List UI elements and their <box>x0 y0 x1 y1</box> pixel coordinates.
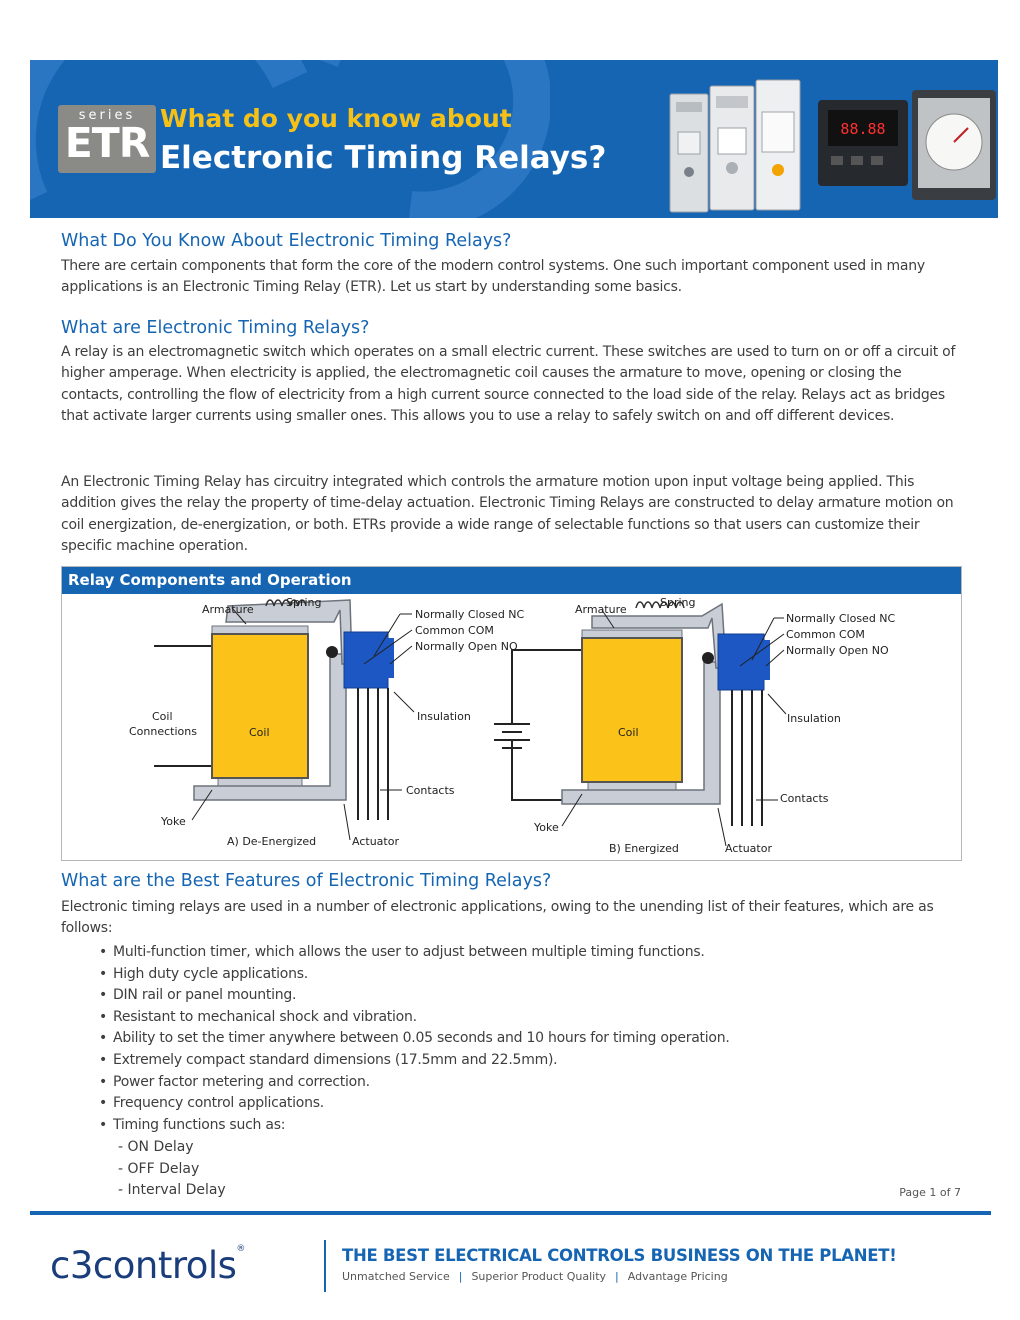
what-heading: What are Electronic Timing Relays? <box>61 318 370 338</box>
svg-text:88.88: 88.88 <box>840 120 886 138</box>
banner-title-line1: What do you know about <box>160 104 512 133</box>
intro-heading: What Do You Know About Electronic Timing Relays? <box>61 231 512 251</box>
footer-divider <box>30 1211 991 1215</box>
bullet-icon: • <box>99 1095 108 1112</box>
footer-vertical-divider <box>324 1240 326 1292</box>
footer-subtagline: Unmatched Service | Superior Product Quality | Advantage Pricing <box>342 1270 728 1283</box>
label-coil-a: Coil <box>249 726 270 739</box>
list-item: • Multi-function timer, which allows the user to adjust between multiple timing functions. <box>95 942 730 964</box>
bullet-icon: • <box>99 1116 108 1133</box>
list-item: • Extremely compact standard dimensions (17.5mm and 22.5mm). <box>95 1050 730 1072</box>
features-list <box>95 942 730 1136</box>
list-item: • Timing functions such as: <box>95 1115 730 1137</box>
list-item: • DIN rail or panel mounting. <box>95 985 730 1007</box>
what-paragraph-2: An Electronic Timing Relay has circuitry integrated which controls the armature motion upon input voltage being applied. This addition gives the relay the property of time-delay actuation. Electronic Timing Relays are constructed to delay armature motion on coil energization, de-energization, or both. ETRs provide a wide range of selectable functions so that users can customize their specific machine operation. <box>61 474 954 555</box>
diagram-b-energized <box>494 596 896 855</box>
page-number: Page 1 of 7 <box>899 1186 961 1199</box>
list-item: - OFF Delay <box>118 1160 200 1177</box>
badge-series-text: series <box>78 108 136 123</box>
label-nc-b: Normally Closed NC <box>786 612 896 625</box>
header-banner <box>30 60 998 218</box>
label-spring-a: Spring <box>286 596 322 609</box>
list-item: • Resistant to mechanical shock and vibration. <box>95 1007 730 1029</box>
label-com-a: Common COM <box>415 624 494 637</box>
relay-diagram <box>62 594 961 860</box>
footer-tagline: THE BEST ELECTRICAL CONTROLS BUSINESS ON THE PLANET! <box>342 1246 897 1265</box>
list-item: • Frequency control applications. <box>95 1093 730 1115</box>
label-caption-b: B) Energized <box>609 842 679 855</box>
list-item: • Ability to set the timer anywhere between 0.05 seconds and 10 hours for timing operation. <box>95 1028 730 1050</box>
label-com-b: Common COM <box>786 628 865 641</box>
bullet-icon: • <box>99 1008 108 1025</box>
banner-title-line2: Electronic Timing Relays? <box>160 140 607 176</box>
list-item: - Interval Delay <box>118 1182 226 1199</box>
label-no-a: Normally Open NO <box>415 640 518 653</box>
label-insulation-b: Insulation <box>787 712 841 725</box>
bullet-icon: • <box>99 1051 108 1068</box>
figure-title: Relay Components and Operation <box>62 567 961 594</box>
registered-mark: ® <box>236 1244 245 1254</box>
timing-functions-list <box>118 1137 226 1202</box>
label-contacts-a: Contacts <box>406 784 455 797</box>
intro-paragraph: There are certain components that form the core of the modern control systems. One such important component used in many applications is an Electronic Timing Relay (ETR). Let us start by understanding some basics. <box>61 258 925 296</box>
label-yoke-a: Yoke <box>161 815 186 828</box>
bullet-icon: • <box>99 1073 108 1090</box>
what-paragraph-1: A relay is an electromagnetic switch which operates on a small electric current. These switches are used to turn on or off a circuit of higher amperage. When electricity is applied, the electromagnetic coil causes the armature to move, opening or closing the contacts, controlling the flow of electricity from a high current source connected to the load side of the relay. Relays act as bridges that activate larger currents using smaller ones. This allows you to use a relay to safely switch on and off different devices. <box>61 344 956 425</box>
features-heading: What are the Best Features of Electronic Timing Relays? <box>61 871 552 891</box>
list-item: - ON Delay <box>118 1139 194 1155</box>
bullet-icon: • <box>99 987 108 1004</box>
relay-products-image <box>668 72 998 218</box>
c3controls-logo <box>50 1244 245 1287</box>
label-spring-b: Spring <box>660 596 696 609</box>
label-coil-connections-1: Coil <box>152 710 173 723</box>
bullet-icon: • <box>99 1030 108 1047</box>
etr-series-badge <box>58 105 156 173</box>
label-insulation-a: Insulation <box>417 710 471 723</box>
list-item: • High duty cycle applications. <box>95 964 730 986</box>
logo-text: c3controls <box>50 1244 237 1287</box>
label-contacts-b: Contacts <box>780 792 829 805</box>
bullet-icon: • <box>99 965 108 982</box>
label-armature-a: Armature <box>202 603 254 616</box>
list-item: • Power factor metering and correction. <box>95 1072 730 1094</box>
label-nc-a: Normally Closed NC <box>415 608 525 621</box>
label-actuator-b: Actuator <box>725 842 772 855</box>
features-paragraph: Electronic timing relays are used in a number of electronic applications, owing to the unending list of their features, which are as follows: <box>61 899 934 937</box>
label-armature-b: Armature <box>575 603 627 616</box>
label-coil-connections-2: Connections <box>129 725 197 738</box>
relay-diagram-figure <box>61 566 962 861</box>
label-actuator-a: Actuator <box>352 835 399 848</box>
label-yoke-b: Yoke <box>534 821 559 834</box>
label-no-b: Normally Open NO <box>786 644 889 657</box>
badge-etr-text: ETR <box>64 119 150 167</box>
label-caption-a: A) De-Energized <box>227 835 317 848</box>
diagram-a-de-energized <box>129 596 525 848</box>
label-coil-b: Coil <box>618 726 639 739</box>
bullet-icon: • <box>99 944 108 960</box>
